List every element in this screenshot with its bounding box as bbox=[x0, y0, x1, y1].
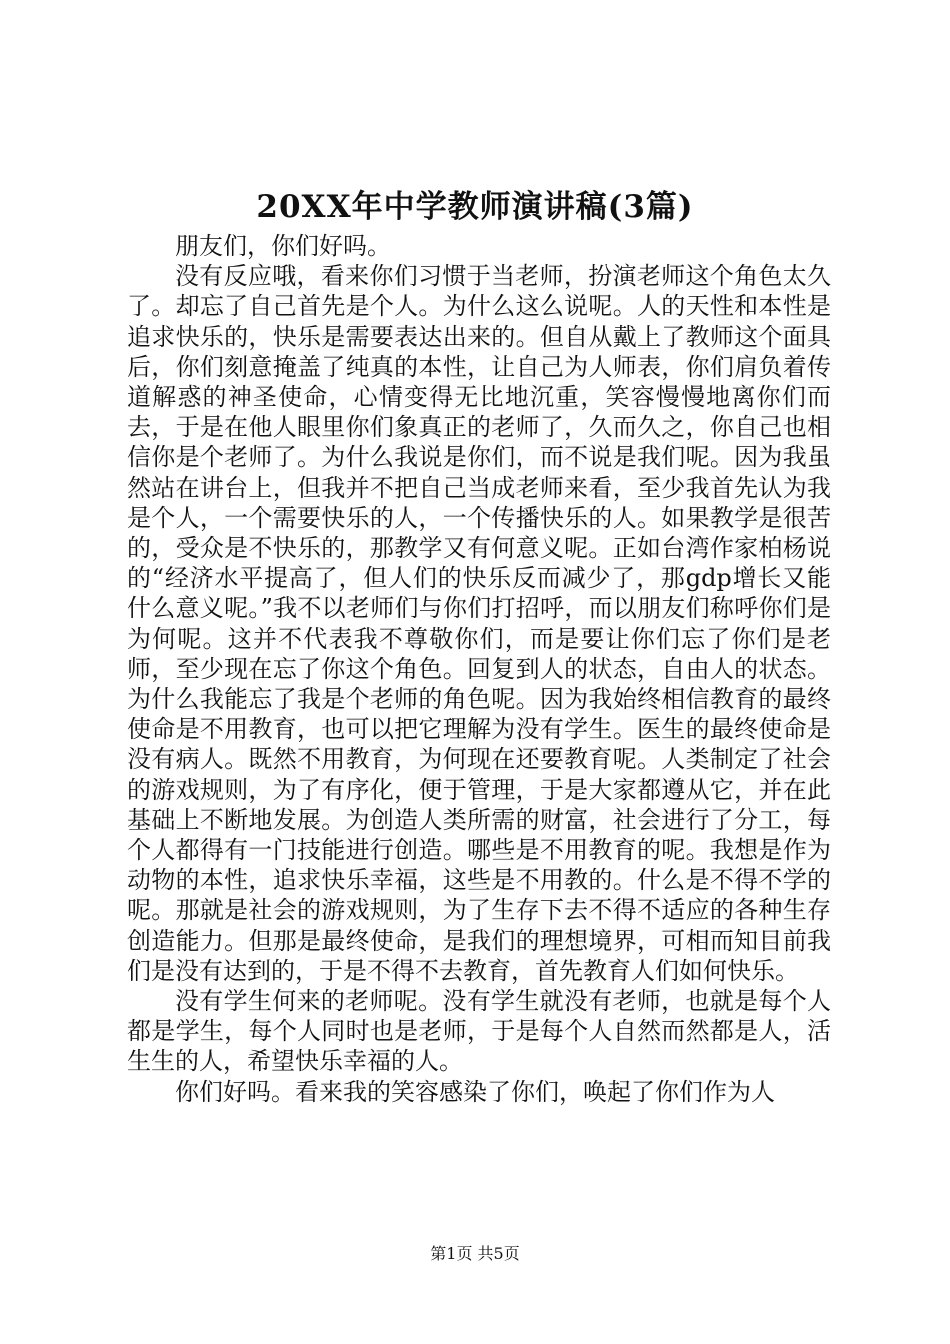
document-title: 20XX年中学教师演讲稿(3篇) bbox=[256, 189, 694, 225]
document-body bbox=[127, 231, 831, 1107]
paragraph-main: 没有反应哦，看来你们习惯于当老师，扮演老师这个角色太久了。却忘了自己首先是个人。为什么这么说呢。人的天性和本性是追求快乐的，快乐是需要表达出来的。但自从戴上了教师这个面具后，你们刻意掩盖了纯真的本性，让自己为人师表，你们肩负着传道解惑的神圣使命，心情变得无比地沉重，笑容慢慢地离你们而去，于是在他人眼里你们象真正的老师了，久而久之，你自己也相信你是个老师了。为什么我说是你们，而不说是我们呢。因为我虽然站在讲台上，但我并不把自己当成老师来看，至少我首先认为我是个人，一个需要快乐的人，一个传播快乐的人。如果教学是很苦的，受众是不快乐的，那教学又有何意义呢。正如台湾作家柏杨说的“经济水平提高了，但人们的快乐反而减少了，那gdp增长又能什么意义呢。”我不以老师们与你们打招呼，而以朋友们称呼你们是为何呢。这并不代表我不尊敬你们，而是要让你们忘了你们是老师，至少现在忘了你这个角色。回复到人的状态，自由人的状态。为什么我能忘了我是个老师的角色呢。因为我始终相信教育的最终使命是不用教育，也可以把它理解为没有学生。医生的最终使命是没有病人。既然不用教育，为何现在还要教育呢。人类制定了社会的游戏规则，为了有序化，便于管理，于是大家都遵从它，并在此基础上不断地发展。为创造人类所需的财富，社会进行了分工，每个人都得有一门技能进行创造。哪些是不用教育的呢。我想是作为动物的本性，追求快乐幸福，这些是不用教的。什么是不得不学的呢。那就是社会的游戏规则，为了生存下去不得不适应的各种生存创造能力。但那是最终使命，是我们的理想境界，可相而知目前我们是没有达到的，于是不得不去教育，首先教育人们如何快乐。 bbox=[127, 262, 831, 985]
page-number-footer: 第1页 共5页 bbox=[430, 1244, 520, 1263]
paragraph-greeting: 朋友们，你们好吗。 bbox=[175, 232, 391, 260]
paragraph-closing: 你们好吗。看来我的笑容感染了你们，唤起了你们作为人 bbox=[175, 1077, 775, 1106]
paragraph-students: 没有学生何来的老师呢。没有学生就没有老师，也就是每个人都是学生，每个人同时也是老师，于是每个人自然而然都是人，活生生的人，希望快乐幸福的人。 bbox=[127, 987, 831, 1076]
